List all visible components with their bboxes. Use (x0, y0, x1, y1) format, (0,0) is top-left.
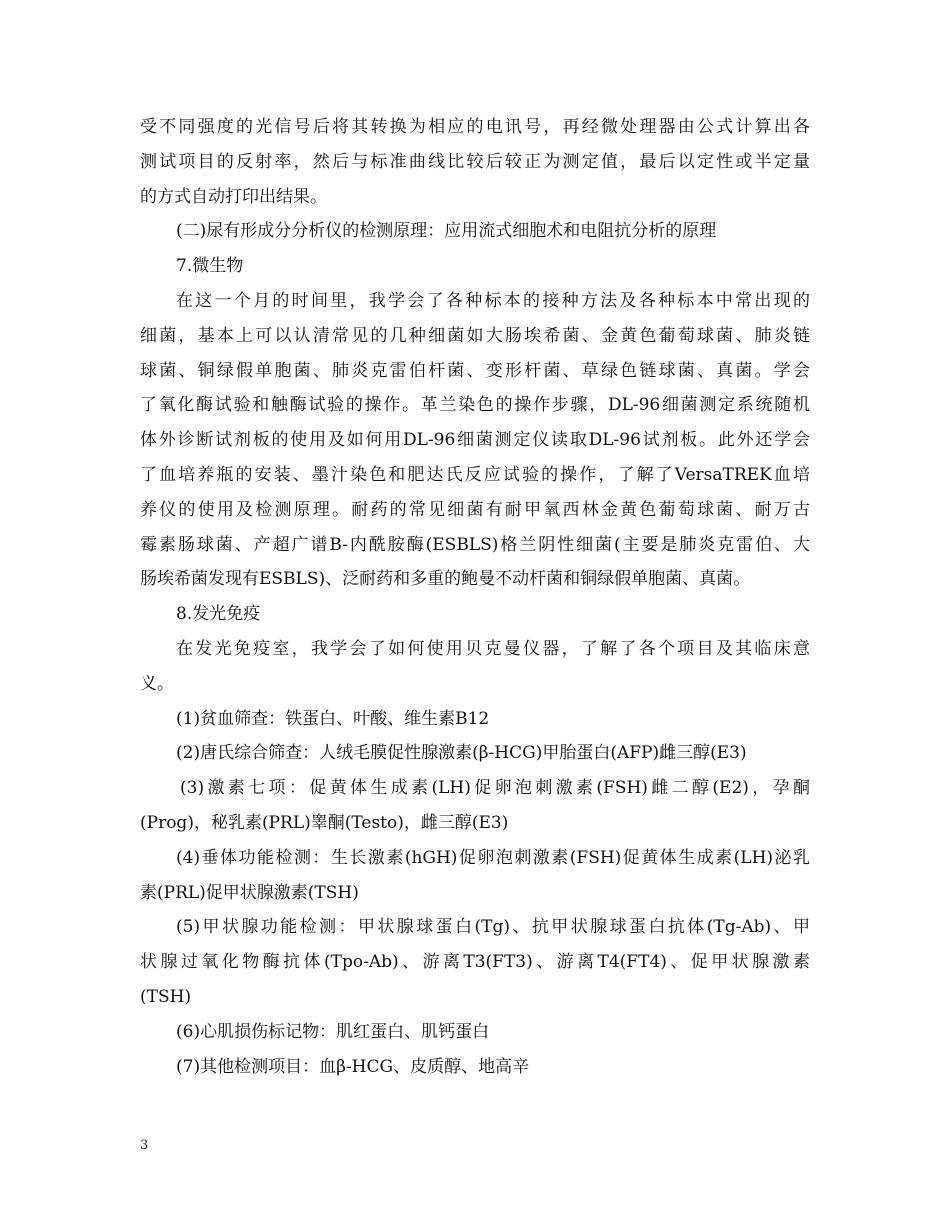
text-line: 测试项目的反射率，然后与标准曲线比较后较正为测定值，最后以定性或半定量 (140, 151, 810, 172)
text-line: 8.发光免疫 (176, 604, 261, 625)
text-line: 的方式自动打印出结果。 (140, 186, 327, 207)
text-line: (2)唐氏综合筛查：人绒毛膜促性腺激素(β-HCG)甲胎蛋白(AFP)雌三醇(E3) (176, 743, 747, 764)
text-line: (TSH) (140, 986, 192, 1007)
text-line: 了氧化酶试验和触酶试验的操作。革兰染色的操作步骤，DL-96细菌测定系统随机 (140, 395, 810, 416)
page-number: 3 (140, 1138, 149, 1153)
text-line: 受不同强度的光信号后将其转换为相应的电讯号，再经微处理器由公式计算出各 (140, 117, 810, 137)
text-line: 了血培养瓶的安装、墨汁染色和肥达氏反应试验的操作，了解了VersaTREK血培 (140, 464, 810, 485)
text-line: 素(PRL)促甲状腺激素(TSH) (140, 882, 359, 903)
page-body-text (140, 110, 810, 1084)
text-line: 在发光免疫室，我学会了如何使用贝克曼仪器，了解了各个项目及其临床意 (176, 638, 810, 659)
text-line: (3)激素七项：促黄体生成素(LH)促卵泡刺激素(FSH)雌二醇(E2)，孕酮 (180, 778, 810, 799)
text-line: 养仪的使用及检测原理。耐药的常见细菌有耐甲氧西林金黄色葡萄球菌、耐万古 (140, 499, 810, 520)
text-line: 义。 (140, 673, 174, 694)
text-line: (二)尿有形成分分析仪的检测原理：应用流式细胞术和电阻抗分析的原理 (176, 221, 717, 242)
text-line: 细菌，基本上可以认清常见的几种细菌如大肠埃希菌、金黄色葡萄球菌、肺炎链 (140, 325, 810, 346)
text-line: 7.微生物 (176, 256, 244, 277)
text-line: 球菌、铜绿假单胞菌、肺炎克雷伯杆菌、变形杆菌、草绿色链球菌、真菌。学会 (140, 360, 810, 381)
text-line: (7)其他检测项目：血β-HCG、皮质醇、地高辛 (176, 1056, 530, 1077)
text-line: 在这一个月的时间里，我学会了各种标本的接种方法及各种标本中常出现的 (176, 290, 810, 311)
text-line: (5)甲状腺功能检测：甲状腺球蛋白(Tg)、抗甲状腺球蛋白抗体(Tg-Ab)、甲 (176, 917, 810, 938)
text-line: (1)贫血筛查：铁蛋白、叶酸、维生素B12 (176, 708, 490, 729)
text-line: (Prog)，秘乳素(PRL)睾酮(Testo)，雌三醇(E3) (140, 812, 509, 833)
text-line: 肠埃希菌发现有ESBLS)、泛耐药和多重的鲍曼不动杆菌和铜绿假单胞菌、真菌。 (140, 569, 751, 590)
text-line: 霉素肠球菌、产超广谱B-内酰胺酶(ESBLS)格兰阴性细菌(主要是肺炎克雷伯、大 (140, 534, 810, 555)
text-line: 状腺过氧化物酶抗体(Tpo-Ab)、游离T3(FT3)、游离T4(FT4)、促甲状腺激素 (140, 952, 810, 973)
text-line: (4)垂体功能检测：生长激素(hGH)促卵泡刺激素(FSH)促黄体生成素(LH)泌乳 (176, 847, 810, 868)
text-line: 体外诊断试剂板的使用及如何用DL-96细菌测定仪读取DL-96试剂板。此外还学会 (140, 430, 810, 451)
text-line: (6)心肌损伤标记物：肌红蛋白、肌钙蛋白 (176, 1021, 490, 1042)
